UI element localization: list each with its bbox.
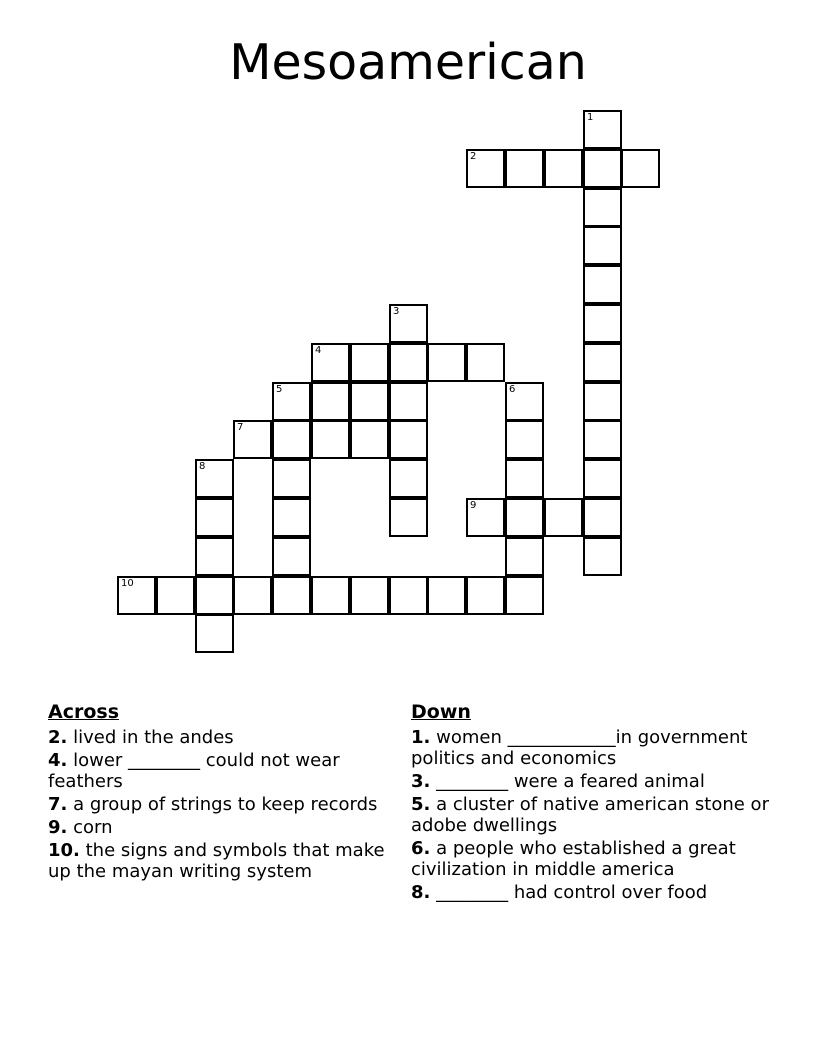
across-clue bbox=[48, 727, 398, 748]
grid-cell[interactable] bbox=[544, 498, 583, 537]
cell-number: 2 bbox=[470, 151, 477, 162]
grid-cell[interactable] bbox=[544, 149, 583, 188]
grid-cell[interactable] bbox=[583, 459, 622, 498]
grid-cell[interactable] bbox=[466, 149, 505, 188]
down-heading: Down bbox=[411, 701, 471, 723]
clue-text: lower ________ could not wear feathers bbox=[48, 750, 340, 792]
grid-cell[interactable] bbox=[272, 382, 311, 421]
grid-cell[interactable] bbox=[311, 420, 350, 459]
clue-number: 1. bbox=[411, 727, 431, 748]
clue-number: 9. bbox=[48, 817, 68, 838]
grid-cell[interactable] bbox=[389, 498, 428, 537]
down-clue bbox=[411, 794, 771, 836]
grid-cell[interactable] bbox=[583, 304, 622, 343]
clue-text: ________ had control over food bbox=[430, 882, 708, 903]
grid-cell[interactable] bbox=[427, 576, 466, 615]
grid-cell[interactable] bbox=[505, 382, 544, 421]
clue-number: 5. bbox=[411, 794, 431, 815]
grid-cell[interactable] bbox=[505, 498, 544, 537]
grid-cell[interactable] bbox=[272, 420, 311, 459]
clue-number: 6. bbox=[411, 838, 431, 859]
grid-cell[interactable] bbox=[389, 420, 428, 459]
grid-cell[interactable] bbox=[272, 459, 311, 498]
grid-cell[interactable] bbox=[505, 576, 544, 615]
clue-number: 4. bbox=[48, 750, 68, 771]
grid-cell[interactable] bbox=[233, 576, 272, 615]
grid-cell[interactable] bbox=[272, 576, 311, 615]
cell-number: 3 bbox=[393, 306, 400, 317]
clue-number: 7. bbox=[48, 794, 68, 815]
clue-text: women ____________in government politics and economics bbox=[411, 727, 748, 769]
grid-cell[interactable] bbox=[311, 343, 350, 382]
grid-cell[interactable] bbox=[389, 459, 428, 498]
grid-cell[interactable] bbox=[389, 304, 428, 343]
grid-cell[interactable] bbox=[583, 110, 622, 149]
grid-cell[interactable] bbox=[583, 149, 622, 188]
grid-cell[interactable] bbox=[350, 420, 389, 459]
across-heading: Across bbox=[48, 701, 120, 723]
clue-text: corn bbox=[67, 817, 113, 838]
grid-cell[interactable] bbox=[466, 343, 505, 382]
grid-cell[interactable] bbox=[466, 498, 505, 537]
down-clue bbox=[411, 771, 771, 792]
grid-cell[interactable] bbox=[505, 537, 544, 576]
grid-cell[interactable] bbox=[583, 343, 622, 382]
grid-cell[interactable] bbox=[156, 576, 195, 615]
clue-text: lived in the andes bbox=[67, 727, 234, 748]
down-clue bbox=[411, 838, 771, 880]
grid-cell[interactable] bbox=[505, 459, 544, 498]
cell-number: 9 bbox=[470, 500, 477, 511]
grid-cell[interactable] bbox=[583, 498, 622, 537]
cell-number: 6 bbox=[509, 384, 516, 395]
grid-cell[interactable] bbox=[427, 343, 466, 382]
clue-number: 2. bbox=[48, 727, 68, 748]
grid-cell[interactable] bbox=[311, 382, 350, 421]
cell-number: 1 bbox=[587, 112, 594, 123]
grid-cell[interactable] bbox=[195, 576, 234, 615]
grid-cell[interactable] bbox=[233, 420, 272, 459]
clue-text: a group of strings to keep records bbox=[67, 794, 378, 815]
grid-cell[interactable] bbox=[583, 382, 622, 421]
clue-number: 10. bbox=[48, 840, 80, 861]
grid-cell[interactable] bbox=[621, 149, 660, 188]
grid-cell[interactable] bbox=[195, 537, 234, 576]
grid-cell[interactable] bbox=[195, 614, 234, 653]
grid-cell[interactable] bbox=[583, 420, 622, 459]
across-clue bbox=[48, 750, 398, 792]
grid-cell[interactable] bbox=[272, 537, 311, 576]
clue-number: 8. bbox=[411, 882, 431, 903]
grid-cell[interactable] bbox=[350, 343, 389, 382]
grid-cell[interactable] bbox=[272, 498, 311, 537]
clue-text: the signs and symbols that make up the mayan writing system bbox=[48, 840, 385, 882]
puzzle-title: Mesoamerican bbox=[229, 34, 587, 91]
grid-cell[interactable] bbox=[311, 576, 350, 615]
cell-number: 7 bbox=[237, 422, 244, 433]
down-clue bbox=[411, 727, 771, 769]
grid-cell[interactable] bbox=[350, 382, 389, 421]
cell-number: 8 bbox=[199, 461, 206, 472]
grid-cell[interactable] bbox=[505, 149, 544, 188]
grid-cell[interactable] bbox=[583, 226, 622, 265]
grid-cell[interactable] bbox=[350, 576, 389, 615]
across-clues bbox=[48, 702, 398, 884]
across-clue bbox=[48, 840, 398, 882]
grid-cell[interactable] bbox=[195, 459, 234, 498]
grid-cell[interactable] bbox=[389, 343, 428, 382]
clue-number: 3. bbox=[411, 771, 431, 792]
across-clue bbox=[48, 794, 398, 815]
grid-cell[interactable] bbox=[583, 265, 622, 304]
down-clues bbox=[411, 702, 771, 905]
grid-cell[interactable] bbox=[389, 382, 428, 421]
clue-text: a people who established a great civilization in middle america bbox=[411, 838, 736, 880]
grid-cell[interactable] bbox=[583, 188, 622, 227]
cell-number: 5 bbox=[276, 384, 283, 395]
grid-cell[interactable] bbox=[466, 576, 505, 615]
clue-text: a cluster of native american stone or adobe dwellings bbox=[411, 794, 769, 836]
across-clue bbox=[48, 817, 398, 838]
grid-cell[interactable] bbox=[195, 498, 234, 537]
grid-cell[interactable] bbox=[505, 420, 544, 459]
grid-cell[interactable] bbox=[389, 576, 428, 615]
down-clue bbox=[411, 882, 771, 903]
cell-number: 10 bbox=[121, 578, 134, 589]
grid-cell[interactable] bbox=[583, 537, 622, 576]
grid-cell[interactable] bbox=[117, 576, 156, 615]
cell-number: 4 bbox=[315, 345, 322, 356]
clue-text: ________ were a feared animal bbox=[430, 771, 705, 792]
